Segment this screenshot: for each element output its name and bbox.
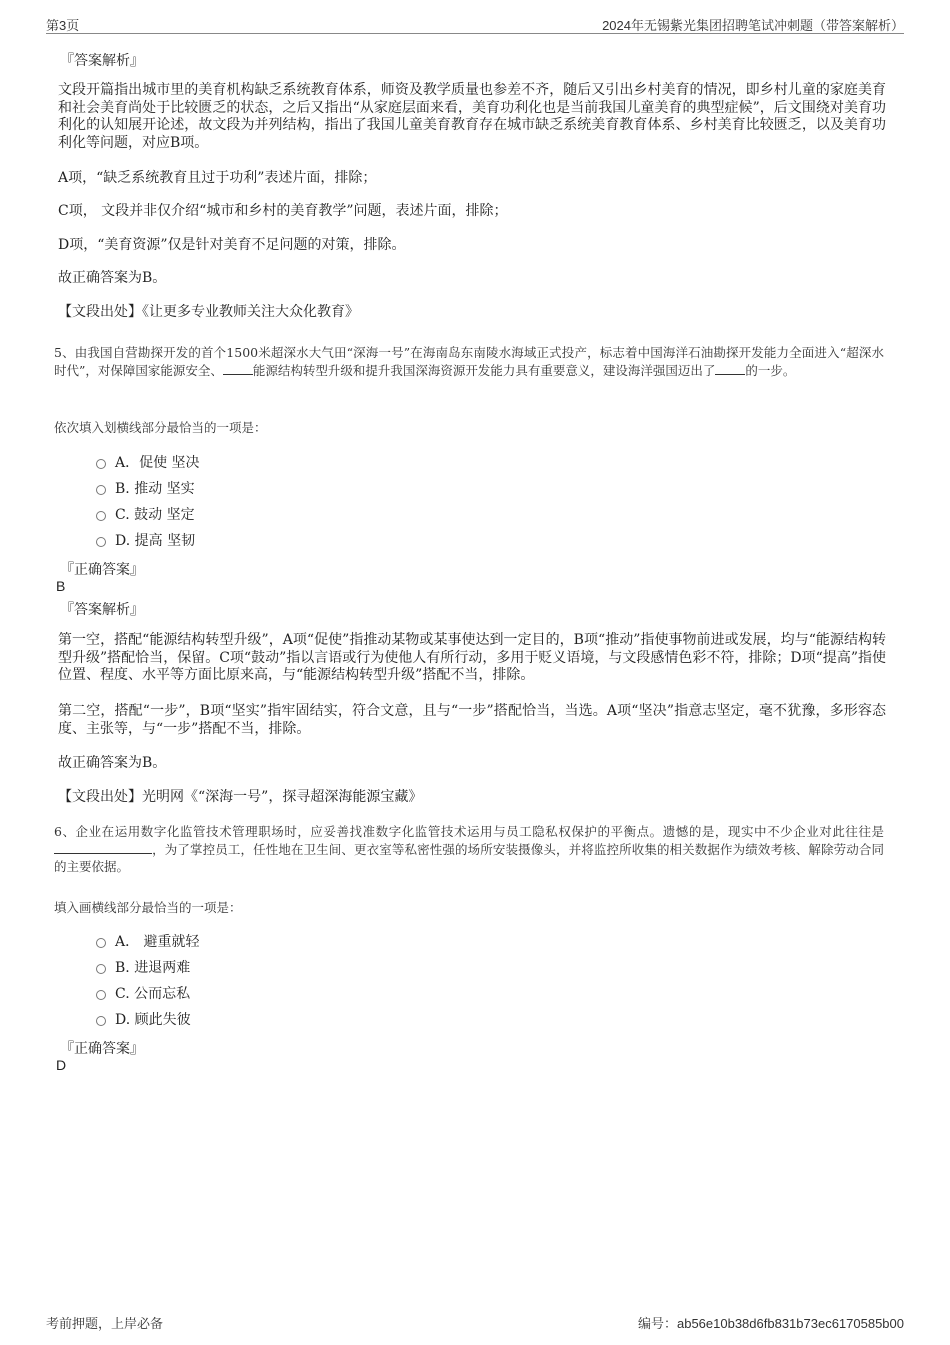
q4-analysis-p2: A项，“缺乏系统教育且过于功利”表述片面，排除； [58, 170, 377, 186]
footer-slogan: 考前押题，上岸必备 [46, 1316, 164, 1331]
q5-source: 【文段出处】光明网《“深海一号”，探寻超深海能源宝藏》 [58, 789, 423, 805]
page-footer [46, 1313, 904, 1331]
radio-icon[interactable] [96, 459, 106, 469]
q6-option-d[interactable]: D. 顾此失彼 [96, 1010, 191, 1028]
document-id: 编号：ab56e10b38d6fb831b73ec6170585b00 [637, 1316, 904, 1331]
q5-option-b[interactable]: B. 推动 坚实 [96, 479, 195, 497]
q5-analysis-p1: 第一空，搭配“能源结构转型升级”，A项“促使”指推动某物或某事使达到一定目的，B项“推动”指使事物前进或发展，均与“能源结构转型升级”搭配恰当，保留。C项“鼓动”指以言语或行为使他人有所行动，多用于贬义语境，与文段感情色彩不符，排除；D项“提高”指使位置、程度、水平等方面比原来高，与“能源结构转型升级”搭配不当，排除。 [58, 632, 886, 683]
q6-option-c[interactable]: C. 公而忘私 [96, 984, 190, 1002]
radio-icon[interactable] [96, 537, 106, 547]
q4-conclusion: 故正确答案为B。 [58, 270, 167, 286]
q6-correct-answer: D [56, 1057, 67, 1073]
q5-option-c[interactable]: C. 鼓动 坚定 [96, 505, 195, 523]
q6-correct-label: 『正确答案』 [60, 1041, 144, 1057]
radio-icon[interactable] [96, 485, 106, 495]
q4-analysis-p4: D项，“美育资源”仅是针对美育不足问题的对策，排除。 [58, 237, 406, 253]
q5-option-d[interactable]: D. 提高 坚韧 [96, 531, 195, 549]
q5-analysis-label: 『答案解析』 [60, 602, 144, 618]
q6-blank [54, 841, 152, 854]
q5-correct-answer: B [56, 578, 66, 594]
q5-option-a[interactable]: A．促使 坚决 [96, 453, 200, 471]
q6-option-b[interactable]: B. 进退两难 [96, 958, 190, 976]
q4-source: 【文段出处】《让更多专业教师关注大众化教育》 [58, 304, 359, 320]
q5-analysis-p2: 第二空，搭配“一步”，B项“坚实”指牢固结实，符合文意，且与“一步”搭配恰当，当选。A项“坚决”指意志坚定，毫不犹豫，多形容态度、主张等，与“一步”搭配不当，排除。 [58, 703, 886, 737]
q5-blank-1 [223, 362, 253, 375]
q4-analysis-p1: 文段开篇指出城市里的美育机构缺乏系统教育体系，师资及教学质量也参差不齐，随后又引出乡村美育的情况，即乡村儿童的家庭美育和社会美育尚处于比较匮乏的状态，之后又指出“从家庭层面来看，美育功利化也是当前我国儿童美育的典型症候”，后文围绕对美育功利化的认知展开论述，故文段为并列结构，指出了我国儿童美育教育存在城市缺乏系统美育教育体系、乡村美育比较匮乏，以及美育功利化等问题，对应B项。 [58, 82, 886, 151]
q5-instruction: 依次填入划横线部分最恰当的一项是： [54, 420, 267, 435]
q5-blank-2 [715, 362, 745, 375]
radio-icon[interactable] [96, 938, 106, 948]
page-header [46, 14, 904, 34]
q4-analysis-label: 『答案解析』 [60, 53, 144, 69]
radio-icon[interactable] [96, 990, 106, 1000]
radio-icon[interactable] [96, 964, 106, 974]
page-number: 第3页 [46, 18, 80, 33]
q6-stem: 6、企业在运用数字化监管技术管理职场时，应妥善找准数字化监管技术运用与员工隐私权保护的平衡点。遗憾的是，现实中不少企业对此往往是，为了掌控员工，任性地在卫生间、更衣室等私密性强的场所安装摄像头，并将监控所收集的相关数据作为绩效考核、解除劳动合同的主要依据。 [54, 824, 884, 874]
q5-stem: 5、由我国自营勘探开发的首个1500米超深水大气田“深海一号”在海南岛东南陵水海域正式投产，标志着中国海洋石油勘探开发能力全面进入“超深水时代”，对保障国家能源安全、 能源结构转型升级和提升我国深海资源开发能力具有重要意义，建设海洋强国迈出了 的一步。 [54, 345, 884, 378]
radio-icon[interactable] [96, 1016, 106, 1026]
document-title: 2024年无锡紫光集团招聘笔试冲刺题（带答案解析） [602, 18, 904, 33]
q5-correct-label: 『正确答案』 [60, 562, 144, 578]
radio-icon[interactable] [96, 511, 106, 521]
q6-instruction: 填入画横线部分最恰当的一项是： [54, 900, 242, 915]
q4-analysis-p3: C项， 文段并非仅介绍“城市和乡村的美育教学”问题，表述片面，排除； [58, 203, 508, 219]
q5-conclusion: 故正确答案为B。 [58, 755, 167, 771]
q6-option-a[interactable]: A． 避重就轻 [96, 932, 200, 950]
